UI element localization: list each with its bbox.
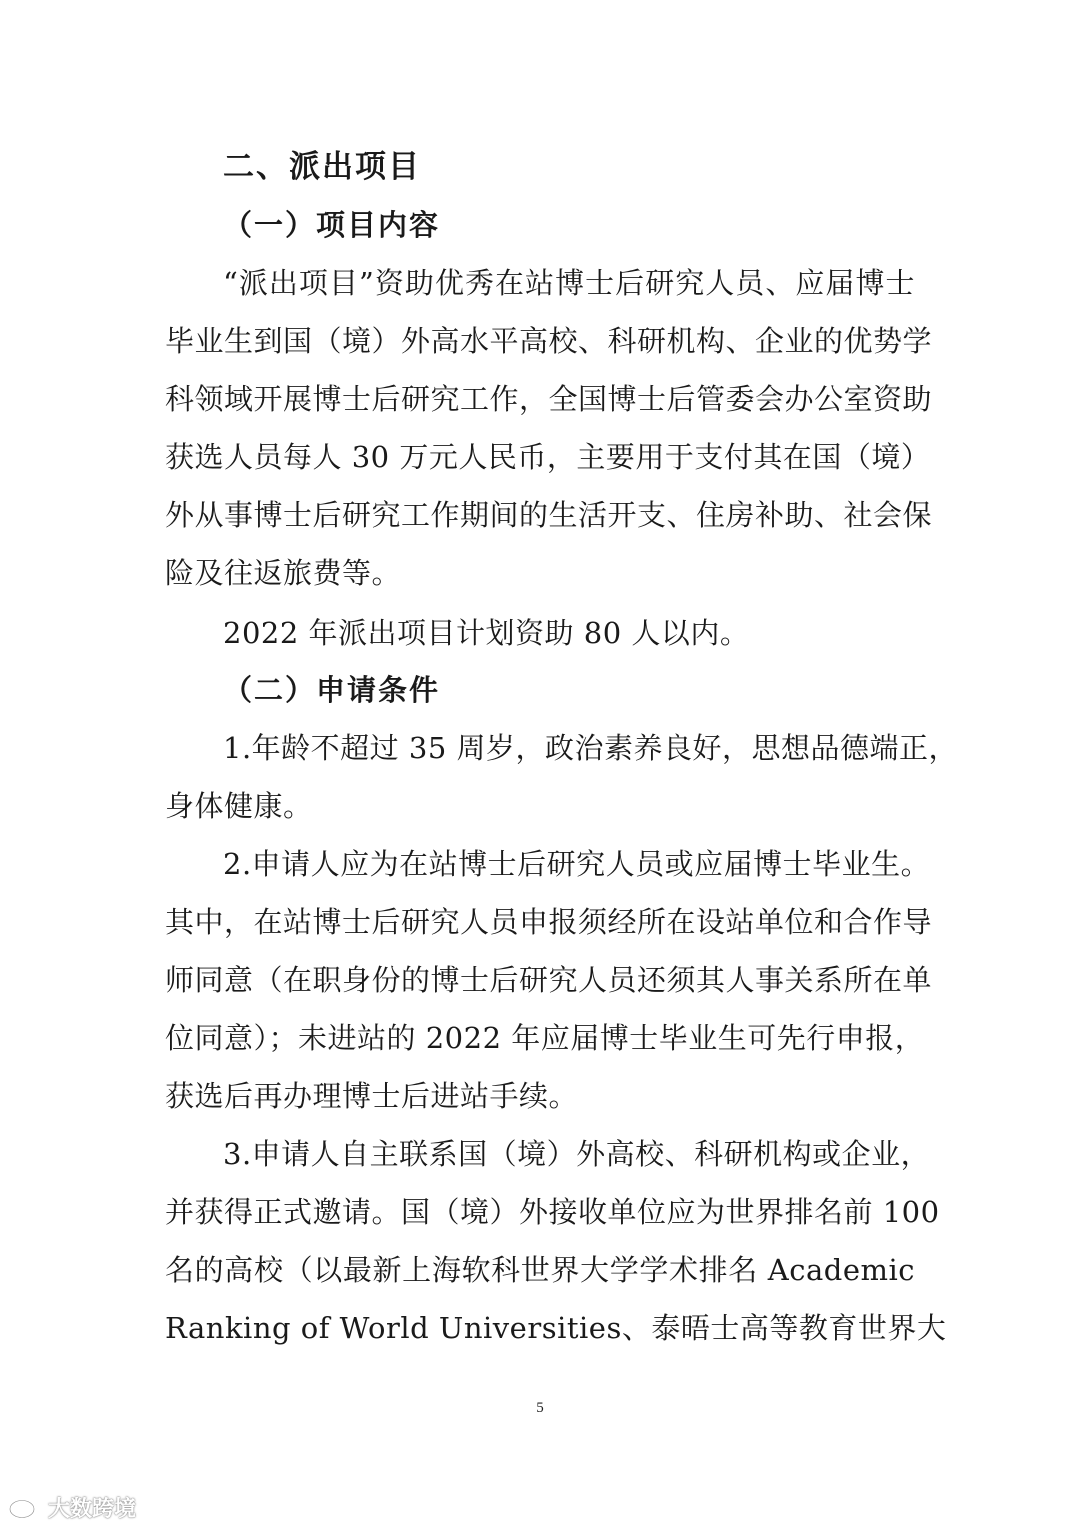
- paragraph-line: 获选人员每人 30 万元人民币，主要用于支付其在国（境）: [165, 440, 931, 474]
- weibo-logo-icon: [8, 1494, 42, 1520]
- watermark-text: 大数跨境: [48, 1496, 137, 1522]
- list-item-line: 2.申请人应为在站博士后研究人员或应届博士毕业生。: [223, 847, 931, 881]
- paragraph-line: 险及往返旅费等。: [165, 556, 402, 590]
- subsection-heading-content: （一）项目内容: [223, 208, 441, 242]
- list-item-line: Ranking of World Universities、泰晤士高等教育世界大: [165, 1311, 947, 1345]
- subsection-heading-conditions: （二）申请条件: [223, 673, 441, 707]
- list-item-line: 其中，在站博士后研究人员申报须经所在设站单位和合作导: [165, 905, 933, 939]
- list-item-line: 名的高校（以最新上海软科世界大学学术排名 Academic: [165, 1253, 915, 1287]
- list-item-line: 3.申请人自主联系国（境）外高校、科研机构或企业，: [223, 1137, 931, 1171]
- section-heading: 二、派出项目: [223, 149, 421, 185]
- watermark: [8, 1492, 136, 1522]
- paragraph-line: 毕业生到国（境）外高水平高校、科研机构、企业的优势学: [165, 324, 933, 358]
- list-item-line: 师同意（在职身份的博士后研究人员还须其人事关系所在单: [165, 963, 933, 997]
- paragraph-line: 2022 年派出项目计划资助 80 人以内。: [223, 616, 750, 650]
- list-item-line: 并获得正式邀请。国（境）外接收单位应为世界排名前 100: [165, 1195, 940, 1229]
- list-item-line: 获选后再办理博士后进站手续。: [165, 1079, 579, 1113]
- paragraph-line: 外从事博士后研究工作期间的生活开支、住房补助、社会保: [165, 498, 933, 532]
- list-item-line: 1.年龄不超过 35 周岁，政治素养良好，思想品德端正，: [223, 731, 959, 765]
- list-item-line: 位同意）；未进站的 2022 年应届博士毕业生可先行申报，: [165, 1021, 925, 1055]
- paragraph-line: “派出项目”资助优秀在站博士后研究人员、应届博士: [223, 266, 915, 300]
- page-number: 5: [536, 1400, 544, 1416]
- paragraph-line: 科领域开展博士后研究工作，全国博士后管委会办公室资助: [165, 382, 933, 416]
- list-item-line: 身体健康。: [165, 789, 313, 823]
